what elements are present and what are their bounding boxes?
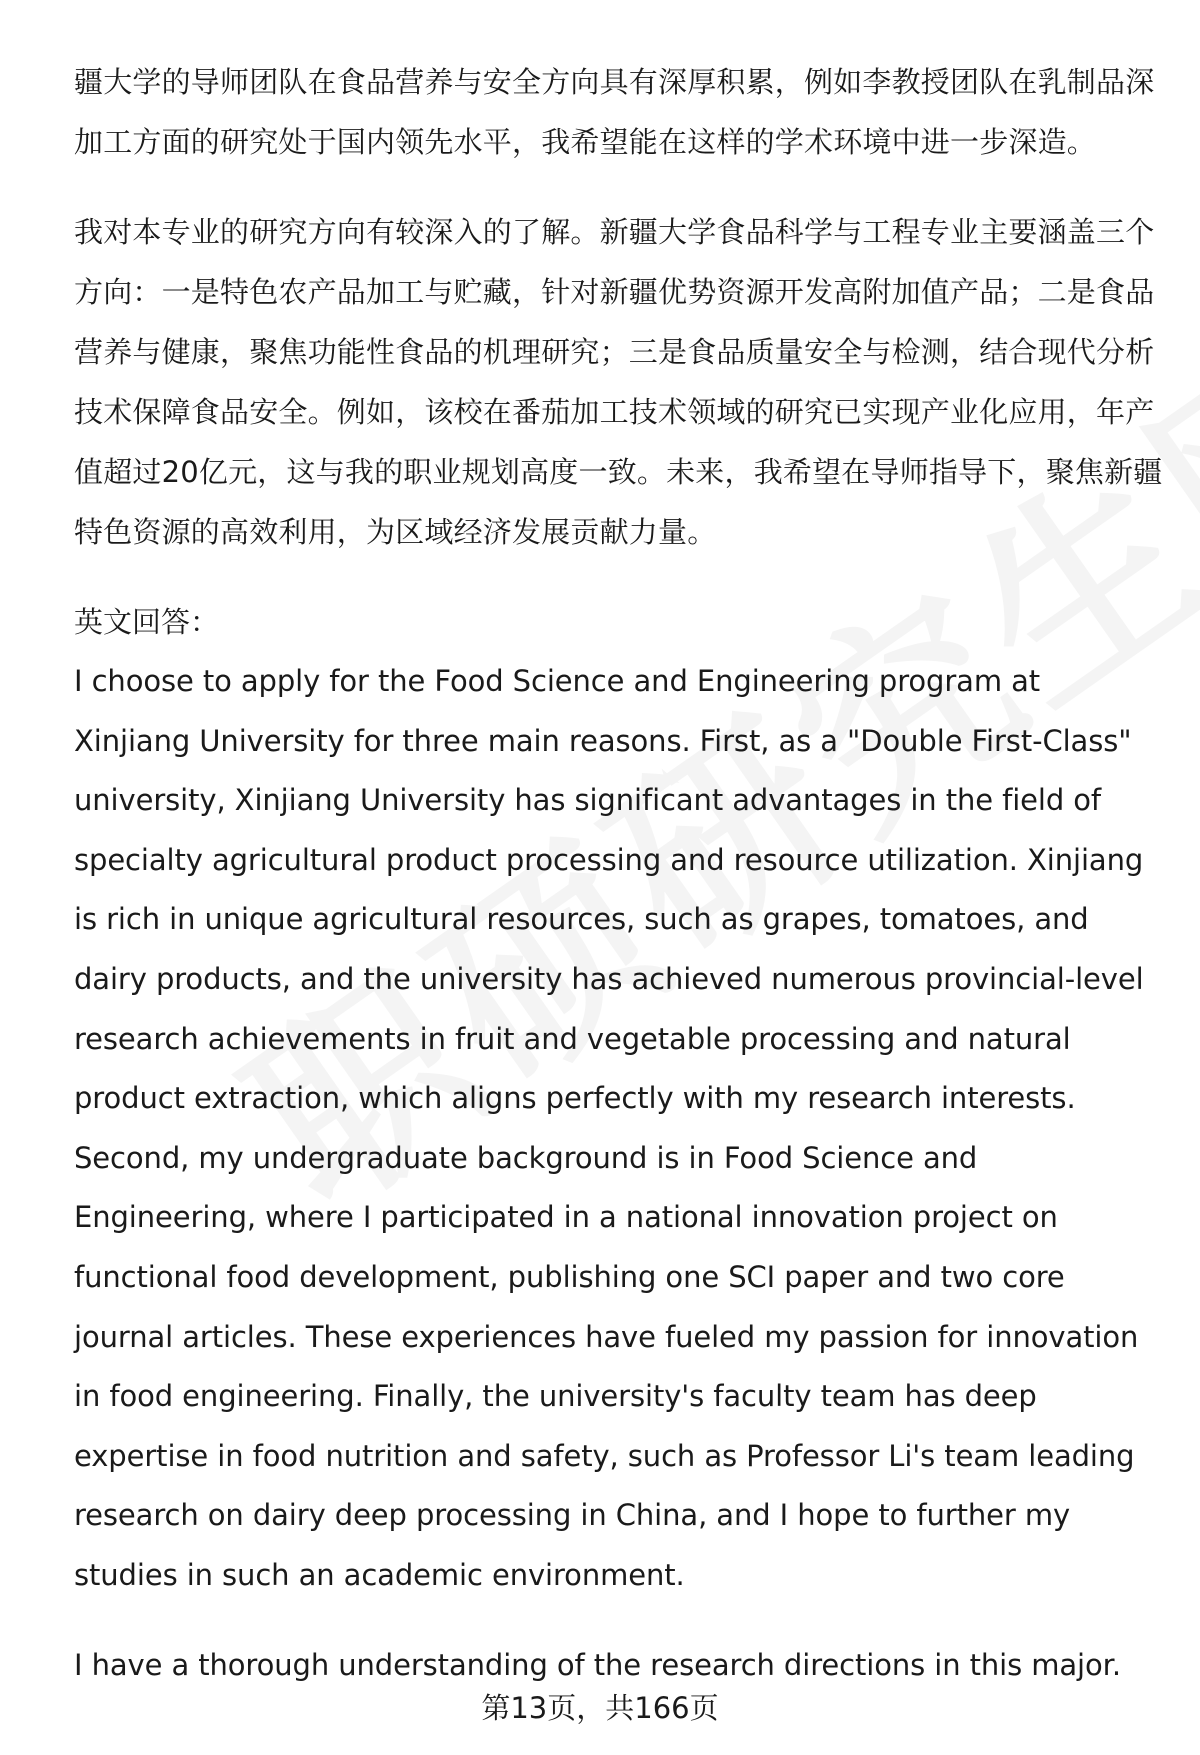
- page-number-footer: 第13页，共166页: [481, 1691, 719, 1725]
- english-answer-heading: 英文回答：: [74, 605, 220, 639]
- english-paragraph-1: I choose to apply for the Food Science and Engineering program at Xinjiang University for three main reasons. First, as a "Double First-Class" university, Xinjiang University has significant advantages in the field of specialty agricultural product processing and resource utilization. Xinjiang is rich in unique agricultural resources, such as grapes, tomatoes, and dairy products, and the university has achieved numerous provincial-level research achievements in fruit and vegetable processing and natural product extraction, which aligns perfectly with my research interests. Second, my undergraduate background is in Food Science and Engineering, where I participated in a national innovation project on functional food development, publishing one SCI paper and two core journal articles. These experiences have fueled my passion for innovation in food engineering. Finally, the university's faculty team has deep expertise in food nutrition and safety, such as Professor Li's team leading research on dairy deep processing in China, and I hope to further my studies in such an academic environment.: [74, 664, 1144, 1592]
- page-content: [74, 52, 1164, 1695]
- chinese-paragraph-2: 我对本专业的研究方向有较深入的了解。新疆大学食品科学与工程专业主要涵盖三个方向：一是特色农产品加工与贮藏，针对新疆优势资源开发高附加值产品；二是食品营养与健康，聚焦功能性食品的机理研究；三是食品质量安全与检测，结合现代分析技术保障食品安全。例如，该校在番茄加工技术领域的研究已实现产业化应用，年产值超过20亿元，这与我的职业规划高度一致。未来，我希望在导师指导下，聚焦新疆特色资源的高效利用，为区域经济发展贡献力量。: [74, 215, 1163, 549]
- chinese-paragraph-1: 疆大学的导师团队在食品营养与安全方向具有深厚积累，例如李教授团队在乳制品深加工方面的研究处于国内领先水平，我希望能在这样的学术环境中进一步深造。: [74, 65, 1155, 159]
- english-paragraph-2: I have a thorough understanding of the research directions in this major.: [74, 1647, 1121, 1682]
